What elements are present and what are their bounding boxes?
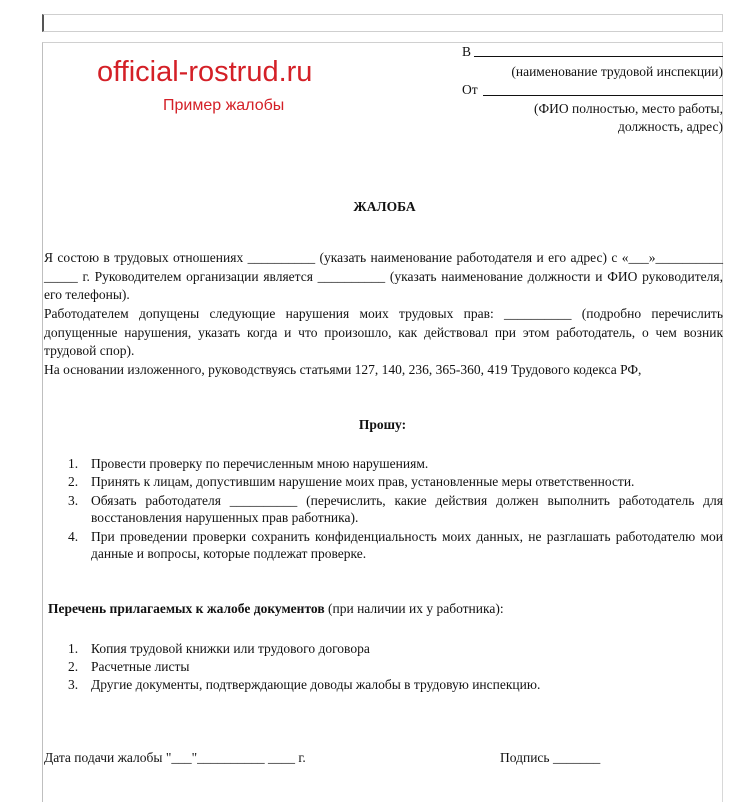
paragraph-violations: Работодателем допущены следующие нарушения моих трудовых прав: __________ (подробно перечислить допущенные нарушения, указать когда и что произошло, как действовал при этом работодатель, о чем возник трудовой спор). <box>44 306 723 358</box>
paragraph-legal-basis: На основании изложенного, руководствуясь статьями 127, 140, 236, 365-360, 419 Трудового кодекса РФ, <box>44 362 642 377</box>
submission-date: Дата подачи жалобы "___"__________ ____ г. <box>44 750 306 765</box>
attachments-heading-note: (при наличии их у работника): <box>324 601 504 616</box>
paragraph-employment: Я состою в трудовых отношениях __________ (указать наименование работодателя и его адрес) с «___»__________ _____ г. Руководителем организации является __________ (указать наименование должности и ФИО руководителя, его телефоны). <box>44 250 723 302</box>
list-item: 1. Копия трудовой книжки или трудового договора <box>68 641 370 656</box>
list-item: 4. При проведении проверки сохранить конфиденциальность моих данных, не разглашать работодателю мои данные и вопросы, которые подлежат проверке. <box>68 529 723 561</box>
watermark-subtitle: Пример жалобы <box>163 97 285 114</box>
attachments-heading-bold: Перечень прилагаемых к жалобе документов <box>48 601 325 616</box>
request-heading: Прошу: <box>358 417 407 432</box>
attachment-list <box>44 640 723 694</box>
document-title: ЖАЛОБА <box>353 199 416 214</box>
list-item: 2. Расчетные листы <box>68 659 190 674</box>
to-prefix: В <box>462 44 472 59</box>
site-watermark: official-rostrud.ru <box>97 56 313 88</box>
from-prefix: От <box>462 82 478 97</box>
to-line <box>474 56 723 57</box>
list-item: 3. Другие документы, подтверждающие доводы жалобы в трудовую инспекцию. <box>68 677 541 692</box>
top-toolbar-strip <box>42 14 723 32</box>
from-note-1: (ФИО полностью, место работы, <box>534 101 723 116</box>
to-note: (наименование трудовой инспекции) <box>511 64 723 79</box>
list-item: 3. Обязать работодателя __________ (перечислить, какие действия должен выполнить работодатель для восстановления нарушенных прав работника). <box>68 493 723 525</box>
list-item: 2. Принять к лицам, допустившим нарушение моих прав, установленные меры ответственности. <box>68 474 635 489</box>
from-note-2: должность, адрес) <box>617 119 723 134</box>
list-item: 1. Провести проверку по перечисленным мною нарушениям. <box>68 456 429 471</box>
request-list <box>44 455 723 562</box>
attachments-heading <box>48 601 504 617</box>
signature-field: Подпись _______ <box>500 750 601 765</box>
from-line <box>483 95 723 96</box>
